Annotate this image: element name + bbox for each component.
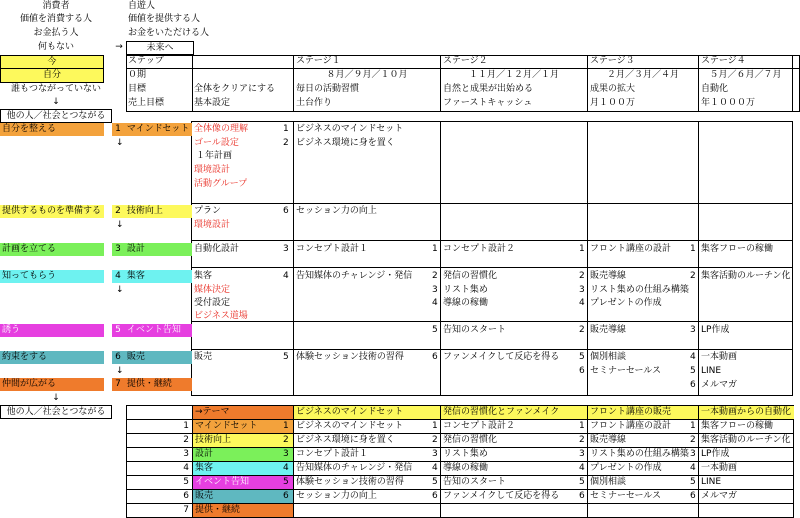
- stage4-task: LP作成: [701, 325, 730, 335]
- item-num: 2: [579, 325, 585, 335]
- summary-cell: ビジネスのマインドセット: [296, 421, 404, 431]
- stage2-task: 発信の習慣化: [443, 271, 498, 281]
- stage1-task: 告知媒体のチャレンジ・発信: [296, 271, 413, 281]
- step-mindset[interactable]: [112, 123, 192, 136]
- summary-cell-num: 3: [579, 449, 585, 459]
- item-num: 5: [690, 366, 696, 376]
- stage4-months: ５月／６月／７月: [709, 70, 782, 80]
- stage3-name: ステージ３: [590, 56, 635, 66]
- summary-cell: LP作成: [701, 449, 730, 459]
- item-num: 4: [579, 298, 585, 308]
- stage3-goal: 成果の拡大: [590, 84, 636, 94]
- stage4-task: メルマガ: [701, 380, 738, 390]
- stage4-task: LINE: [701, 366, 722, 376]
- step-name: イベント告知: [126, 325, 181, 335]
- step-num: 6: [115, 352, 121, 362]
- detail-item: 媒体決定: [194, 285, 231, 295]
- down-arrow-icon: ↓: [116, 138, 124, 148]
- item-num: 2: [432, 271, 438, 281]
- summary-row-num: 7: [183, 505, 189, 515]
- stage3-task: 個別相談: [590, 352, 627, 362]
- detail-item: ゴール設定: [194, 138, 239, 148]
- stage4-goal: 自動化: [701, 84, 729, 94]
- stage3-sales: 月１００万: [590, 98, 636, 108]
- summary-cell: 集客フローの稼働: [701, 421, 774, 431]
- summary-cell-num: 4: [283, 463, 289, 473]
- stage2-task: 導線の稼働: [443, 298, 489, 308]
- summary-row-num: 1: [183, 421, 189, 431]
- item-num: 6: [579, 366, 585, 376]
- stage4-task: 集客フローの稼働: [701, 244, 774, 254]
- detail-item: 販売: [194, 352, 213, 362]
- summary-row-num: 2: [183, 435, 189, 445]
- down-arrow-icon: ↓: [116, 366, 124, 376]
- item-num: 1: [690, 244, 696, 254]
- item-num: 1: [283, 124, 289, 134]
- stage1-sales: 土台作り: [296, 98, 333, 108]
- summary-cell: 導線の稼働: [443, 463, 489, 473]
- item-num: 3: [690, 325, 696, 335]
- summary-cell-num: 2: [579, 435, 585, 445]
- summary-cell-num: 6: [579, 491, 585, 501]
- item-num: 6: [690, 380, 696, 390]
- item-num: 2: [690, 271, 696, 281]
- arrow-right-icon: →: [115, 42, 123, 52]
- summary-cell-num: 4: [432, 463, 438, 473]
- stage2-task: リスト集め: [443, 285, 488, 295]
- summary-cell-num: 6: [283, 491, 289, 501]
- item-num: 4: [432, 298, 438, 308]
- summary-cell: コンセプト設計２: [443, 421, 516, 431]
- detail-item: ビジネス道場: [194, 311, 248, 321]
- stage1-goal: 毎日の活動習慣: [296, 84, 360, 94]
- value-consumer-label: 価値を消費する人: [19, 14, 92, 24]
- goal-label: 目標: [128, 84, 147, 94]
- summary-cell-num: 6: [690, 491, 696, 501]
- value-provider-label: 価値を提供する人: [128, 14, 201, 24]
- summary-cell: 集客活動のルーチン化: [701, 435, 791, 445]
- goal-value: 全体をクリアにする: [194, 84, 276, 94]
- step-num: 2: [115, 206, 121, 216]
- item-num: 6: [283, 206, 289, 216]
- step-sales[interactable]: [112, 351, 192, 364]
- summary-cell: リスト集め: [443, 449, 488, 459]
- stage1-task: セッション力の向上: [296, 206, 377, 216]
- item-num: 3: [432, 285, 438, 295]
- stage1-task: ビジネスのマインドセット: [296, 124, 404, 134]
- down-arrow-icon: ↓: [52, 393, 60, 403]
- step-value: ０期: [128, 70, 147, 80]
- detail-item: 自動化設計: [194, 244, 240, 254]
- step-num: 4: [115, 271, 121, 281]
- stage2-task: コンセプト設計２: [443, 244, 516, 254]
- stage1-task: ビジネス環境に身を置く: [296, 138, 395, 148]
- summary-cell-num: 2: [432, 435, 438, 445]
- consumer-label: 消費者: [42, 1, 70, 11]
- theme-stage1: ビジネスのマインドセット: [294, 406, 440, 419]
- summary-row-name: 集客: [193, 462, 293, 475]
- stage3-task: リスト集めの仕組み構築: [590, 285, 689, 295]
- summary-cell-num: 1: [690, 421, 696, 431]
- step-num: 7: [115, 379, 121, 389]
- stage1-task: コンセプト設計１: [296, 244, 369, 254]
- detail-item: 活動グループ: [194, 179, 248, 189]
- summary-cell-num: 6: [432, 491, 438, 501]
- summary-cell: セミナーセールス: [590, 491, 662, 501]
- detail-item: プラン: [194, 206, 222, 216]
- stage4-name: ステージ４: [701, 56, 746, 66]
- step-continue[interactable]: [112, 378, 192, 391]
- summary-cell: リスト集めの仕組み構築: [590, 449, 689, 459]
- step-num: 1: [115, 124, 121, 134]
- stage1-name: ステージ１: [296, 56, 341, 66]
- summary-row-name: 設計: [193, 448, 293, 461]
- stage2-sales: ファーストキャッシュ: [443, 98, 533, 108]
- item-num: 1: [432, 244, 438, 254]
- step-event[interactable]: [112, 324, 192, 337]
- stage3-months: ２月／３月／４月: [606, 70, 679, 80]
- section-plan-label[interactable]: 計画を立てる: [0, 243, 104, 256]
- summary-cell-num: 5: [432, 477, 438, 487]
- summary-row-num: 6: [183, 491, 189, 501]
- step-num: 3: [115, 244, 121, 254]
- step-label: ステップ: [128, 56, 164, 66]
- stage1-months: ８月／９月／１０月: [326, 70, 408, 80]
- down-arrow-icon: ↓: [52, 97, 60, 107]
- summary-cell-num: 3: [283, 449, 289, 459]
- theme-label: →テーマ: [193, 406, 293, 419]
- theme-stage2: 発信の習慣化とファンメイク: [441, 406, 587, 419]
- step-acquisition[interactable]: [112, 270, 192, 283]
- stage2-name: ステージ２: [443, 56, 488, 66]
- stage3-task: セミナーセールス: [590, 366, 662, 376]
- summary-cell-num: 4: [690, 463, 696, 473]
- stage3-task: フロント講座の設計: [590, 244, 672, 254]
- detail-item: １年計画: [196, 151, 233, 161]
- self-cell[interactable]: 自分: [0, 68, 104, 83]
- summary-cell-num: 3: [690, 449, 696, 459]
- payer-label: お金払う人: [33, 28, 79, 38]
- item-num: 5: [579, 352, 585, 362]
- theme-stage4: 一本動画からの自動化: [699, 406, 794, 419]
- summary-cell: ファンメイクして反応を得る: [443, 491, 560, 501]
- summary-row-name: 販売: [193, 490, 293, 503]
- detail-item: 環境設計: [194, 220, 231, 230]
- summary-cell: 告知のスタート: [443, 477, 507, 487]
- stage2-task: ファンメイクして反応を得る: [443, 352, 560, 362]
- summary-cell: 告知媒体のチャレンジ・発信: [296, 463, 413, 473]
- summary-cell-num: 1: [432, 421, 438, 431]
- summary-cell: 発信の習慣化: [443, 435, 498, 445]
- future-cell[interactable]: 未来へ: [126, 41, 194, 55]
- stage4-task: 一本動画: [701, 352, 738, 362]
- step-num: 5: [115, 325, 121, 335]
- stage1-task: 体験セッション技術の習得: [296, 352, 404, 362]
- summary-cell-num: 5: [579, 477, 585, 487]
- sales-label: 売上目標: [128, 98, 165, 108]
- summary-cell: 体験セッション技術の習得: [296, 477, 404, 487]
- item-num: 2: [283, 138, 289, 148]
- step-name: マインドセット: [126, 124, 190, 134]
- nobody-label: 誰もつながっていない: [10, 84, 101, 94]
- step-name: 販売: [126, 352, 145, 362]
- item-num: 4: [283, 271, 289, 281]
- summary-cell: 販売導線: [590, 435, 627, 445]
- summary-row-name: 技術向上: [193, 434, 293, 447]
- step-skill[interactable]: [112, 205, 192, 218]
- item-num: 5: [283, 352, 289, 362]
- section-grow-label[interactable]: 仲間が広がる: [0, 378, 104, 391]
- down-arrow-icon: ↓: [116, 220, 124, 230]
- detail-item: 集客: [194, 271, 213, 281]
- summary-row-num: 5: [183, 477, 189, 487]
- item-num: 2: [579, 271, 585, 281]
- summary-cell: 個別相談: [590, 477, 627, 487]
- step-name: 集客: [126, 271, 145, 281]
- summary-cell: メルマガ: [701, 491, 738, 501]
- stage3-task: 販売導線: [590, 271, 627, 281]
- summary-cell: 一本動画: [701, 463, 738, 473]
- summary-row-name: マインドセット: [193, 420, 293, 433]
- theme-stage3: フロント講座の販売: [588, 406, 698, 419]
- stage2-months: １１月／１２月／１月: [468, 70, 559, 80]
- section-invite-label[interactable]: 誘う: [0, 324, 104, 337]
- detail-item: 全体像の理解: [194, 124, 249, 134]
- summary-cell-num: 2: [690, 435, 696, 445]
- item-num: 3: [283, 244, 289, 254]
- step-name: 技術向上: [126, 206, 163, 216]
- stage2-goal: 自然と成果が出始める: [443, 84, 534, 94]
- item-num: 3: [579, 285, 585, 295]
- step-name: 提供・継続: [126, 379, 172, 389]
- summary-cell-num: 1: [579, 421, 585, 431]
- stage3-task: プレゼントの作成: [590, 298, 662, 308]
- step-design[interactable]: [112, 243, 192, 256]
- summary-cell-num: 2: [283, 435, 289, 445]
- item-num: 1: [579, 244, 585, 254]
- summary-cell: フロント講座の設計: [590, 421, 672, 431]
- sales-value: 基本設定: [194, 98, 231, 108]
- down-arrow-icon: ↓: [116, 285, 124, 295]
- section-self-label[interactable]: 自分を整える: [0, 123, 104, 136]
- summary-cell: LINE: [701, 477, 722, 487]
- section-awareness-label[interactable]: 知ってもらう: [0, 270, 104, 283]
- stage3-task: 販売導線: [590, 325, 627, 335]
- summary-cell-num: 5: [690, 477, 696, 487]
- summary-cell-num: 1: [283, 421, 289, 431]
- summary-cell: プレゼントの作成: [590, 463, 662, 473]
- summary-cell: セッション力の向上: [296, 491, 377, 501]
- detail-item: 受付設定: [194, 298, 231, 308]
- jiyujin-label: 自遊人: [128, 1, 156, 11]
- summary-row-name: 提供・継続: [193, 504, 293, 517]
- summary-cell-num: 3: [432, 449, 438, 459]
- summary-cell: コンセプト設計１: [296, 449, 369, 459]
- summary-row-name: イベント告知: [193, 476, 293, 489]
- summary-row-num: 4: [183, 463, 189, 473]
- stage4-sales: 年１０００万: [701, 98, 756, 108]
- connect-society-cell[interactable]: 他の人／社会とつながる: [0, 109, 112, 123]
- connect-society-end-cell[interactable]: 他の人／社会とつながる: [0, 405, 112, 419]
- item-num: 6: [432, 352, 438, 362]
- item-num: 4: [690, 352, 696, 362]
- stage4-task: 集客活動のルーチン化: [701, 271, 791, 281]
- earner-label: お金をいただける人: [128, 28, 210, 38]
- step-name: 設計: [126, 244, 145, 254]
- now-cell[interactable]: 今: [0, 55, 104, 69]
- section-promise-label[interactable]: 約束をする: [0, 351, 104, 364]
- section-prepare-label[interactable]: 提供するものを準備する: [0, 205, 104, 218]
- summary-row-num: 3: [183, 449, 189, 459]
- summary-cell: ビジネス環境に身を置く: [296, 435, 395, 445]
- stage2-task: 告知のスタート: [443, 325, 507, 335]
- summary-cell-num: 5: [283, 477, 289, 487]
- detail-item: 環境設計: [194, 165, 231, 175]
- nothing-label: 何もない: [37, 42, 74, 52]
- item-num: 5: [432, 325, 438, 335]
- summary-cell-num: 4: [579, 463, 585, 473]
